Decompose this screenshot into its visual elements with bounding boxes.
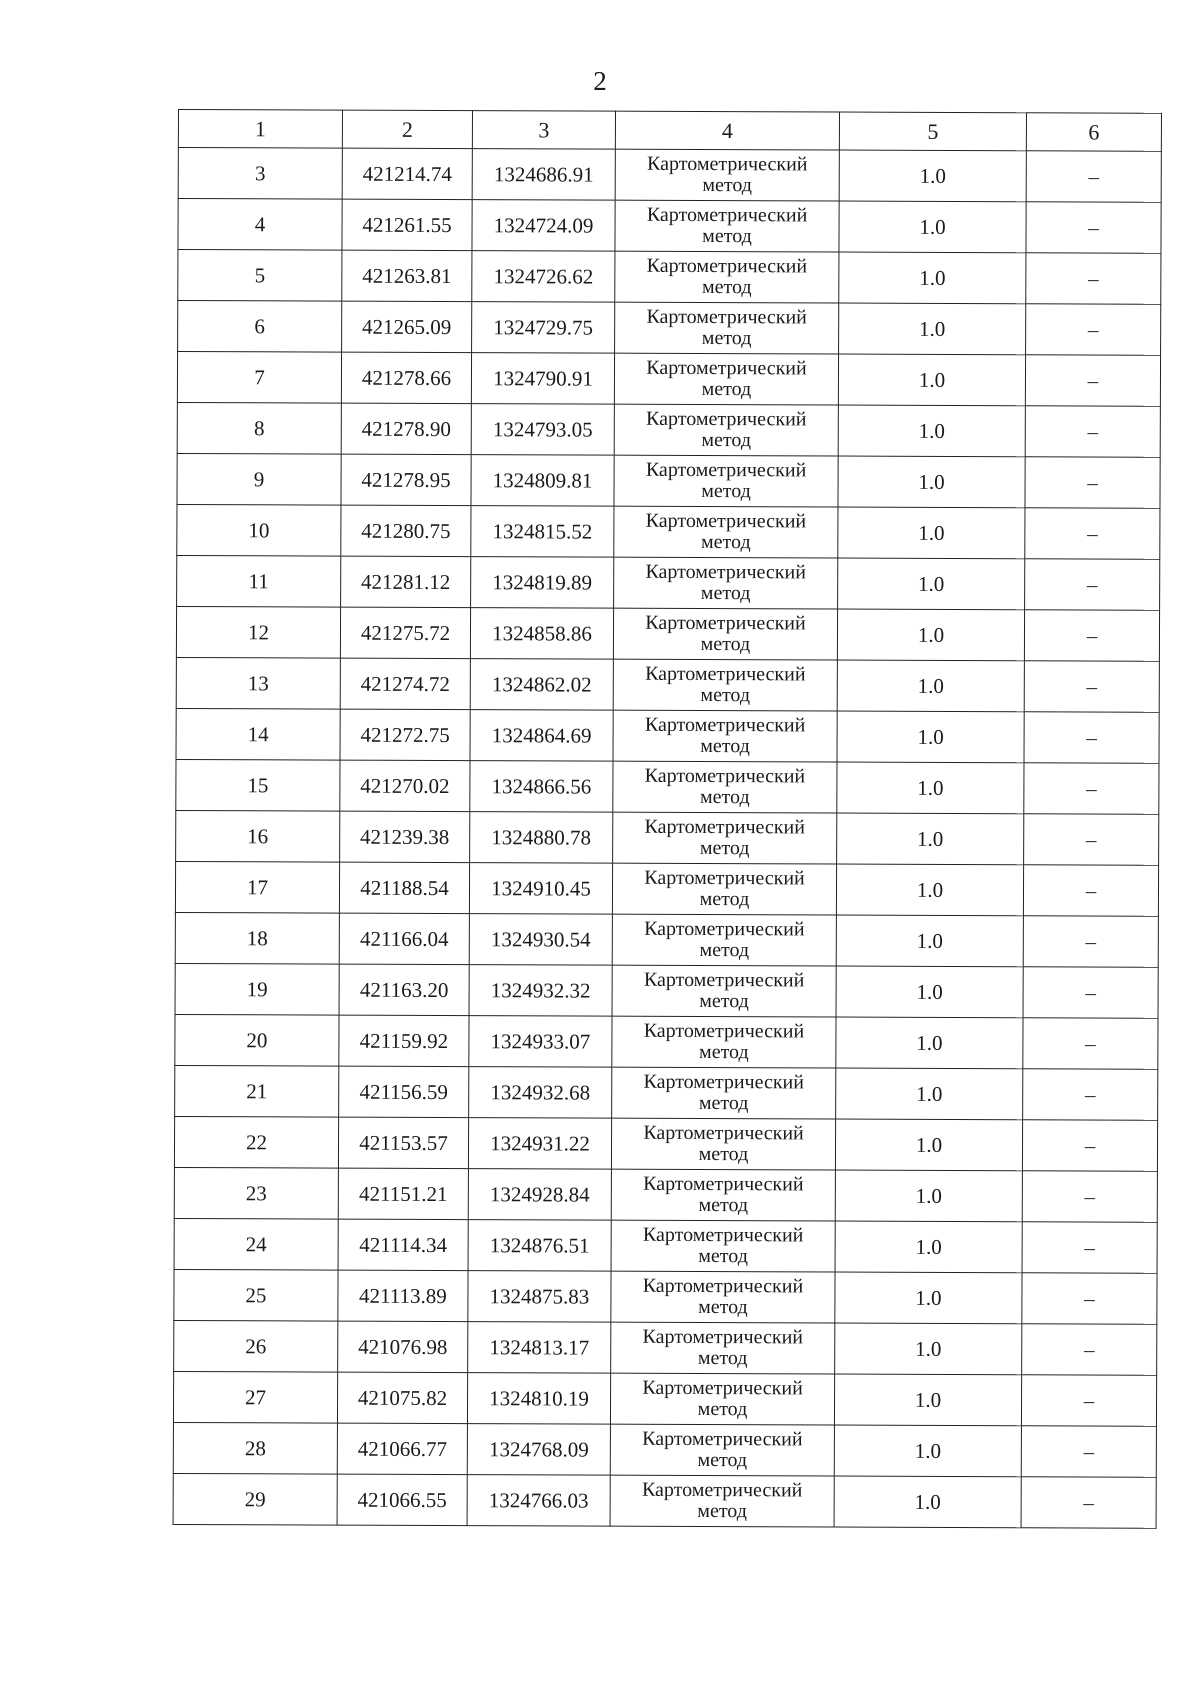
accuracy-cell: 1.0 (836, 966, 1023, 1018)
method-cell (610, 1424, 834, 1476)
method-text-line-1: Картометрический (642, 1274, 804, 1298)
y-coordinate-cell: 1324790.91 (471, 353, 614, 405)
table-row (176, 657, 1159, 712)
accuracy-cell: 1.0 (838, 456, 1025, 508)
method-text-line-2: метод (700, 786, 750, 809)
accuracy-cell: 1.0 (835, 1323, 1022, 1375)
y-coordinate-cell: 1324875.83 (468, 1271, 611, 1323)
accuracy-cell: 1.0 (838, 405, 1025, 457)
method-text-line-2: метод (700, 684, 751, 707)
note-cell: – (1021, 1375, 1156, 1427)
method-cell (612, 965, 836, 1017)
y-coordinate-cell: 1324931.22 (468, 1118, 611, 1170)
y-coordinate-cell: 1324933.07 (469, 1016, 612, 1068)
x-coordinate-cell: 421239.38 (340, 811, 470, 862)
x-coordinate-cell: 421265.09 (342, 301, 472, 352)
method-text-line-2: метод (702, 174, 753, 197)
method-text-line-2: метод (698, 1092, 749, 1115)
y-coordinate-cell: 1324866.56 (470, 761, 613, 813)
method-cell (614, 557, 838, 609)
point-number-cell: 6 (178, 301, 342, 353)
accuracy-cell: 1.0 (835, 1272, 1022, 1324)
accuracy-cell: 1.0 (838, 507, 1025, 559)
x-coordinate-cell: 421076.98 (338, 1321, 468, 1372)
note-cell: – (1026, 151, 1161, 203)
note-cell: – (1022, 1222, 1157, 1274)
method-cell (611, 1118, 835, 1170)
method-text-line-2: метод (699, 837, 750, 860)
y-coordinate-cell: 1324910.45 (469, 863, 612, 915)
column-header-5: 5 (839, 112, 1026, 151)
method-text-line-1: Картометрический (642, 1427, 803, 1451)
table-row (174, 1116, 1157, 1171)
point-number-cell: 12 (176, 606, 340, 658)
method-cell (615, 251, 839, 303)
method-text-line-2: метод (697, 1398, 748, 1421)
method-text-line-1: Картометрический (644, 917, 805, 941)
coordinates-table (173, 109, 1162, 1529)
point-number-cell: 5 (178, 250, 342, 302)
accuracy-cell: 1.0 (837, 660, 1024, 712)
method-text-line-1: Картометрический (645, 509, 807, 533)
method-text-line-2: метод (698, 1245, 748, 1268)
table-row (177, 555, 1160, 610)
method-text-line-2: метод (701, 276, 752, 299)
accuracy-cell: 1.0 (836, 915, 1023, 967)
method-text-line-2: метод (699, 1041, 749, 1064)
method-cell (615, 149, 839, 201)
y-coordinate-cell: 1324876.51 (468, 1220, 611, 1272)
point-number-cell: 3 (178, 148, 342, 200)
table-row (175, 912, 1158, 967)
y-coordinate-cell: 1324724.09 (472, 200, 615, 252)
y-coordinate-cell: 1324928.84 (468, 1169, 611, 1221)
point-number-cell: 23 (174, 1167, 338, 1219)
y-coordinate-cell: 1324815.52 (471, 506, 614, 558)
method-cell (611, 1220, 835, 1272)
accuracy-cell: 1.0 (835, 1170, 1022, 1222)
method-text-line-2: метод (700, 582, 751, 605)
x-coordinate-cell: 421066.55 (337, 1474, 467, 1525)
note-cell: – (1023, 865, 1158, 917)
table-row (175, 861, 1158, 916)
x-coordinate-cell: 421274.72 (340, 658, 470, 709)
method-text-line-2: метод (697, 1449, 748, 1472)
method-cell (611, 1169, 835, 1221)
table-row (177, 504, 1160, 559)
method-text-line-2: метод (699, 990, 749, 1013)
x-coordinate-cell: 421156.59 (339, 1066, 469, 1117)
table-row (178, 301, 1161, 356)
method-text-line-2: метод (700, 735, 750, 758)
accuracy-cell: 1.0 (837, 711, 1024, 763)
y-coordinate-cell: 1324930.54 (469, 914, 612, 966)
point-number-cell: 29 (173, 1473, 337, 1525)
note-cell: – (1024, 814, 1159, 866)
y-coordinate-cell: 1324932.68 (469, 1067, 612, 1119)
method-cell (614, 506, 838, 558)
x-coordinate-cell: 421114.34 (338, 1219, 468, 1270)
x-coordinate-cell: 421113.89 (338, 1270, 468, 1321)
note-cell: – (1023, 916, 1158, 968)
method-text-line-1: Картометрический (644, 866, 805, 890)
method-cell (611, 1322, 835, 1374)
method-cell (612, 863, 836, 915)
method-text-line-1: Картометрический (642, 1223, 804, 1247)
accuracy-cell: 1.0 (838, 354, 1025, 406)
accuracy-cell: 1.0 (839, 303, 1026, 355)
method-text-line-1: Картометрический (642, 1325, 804, 1349)
x-coordinate-cell: 421153.57 (338, 1117, 468, 1168)
y-coordinate-cell: 1324880.78 (470, 812, 613, 864)
y-coordinate-cell: 1324864.69 (470, 710, 613, 762)
accuracy-cell: 1.0 (838, 558, 1025, 610)
table-row (173, 1473, 1156, 1528)
y-coordinate-cell: 1324686.91 (472, 149, 615, 201)
point-number-cell: 27 (173, 1371, 337, 1423)
method-text-line-1: Картометрический (647, 152, 808, 176)
method-cell (612, 1016, 836, 1068)
table-row (174, 1218, 1157, 1273)
column-header-6: 6 (1026, 113, 1161, 152)
accuracy-cell: 1.0 (837, 813, 1024, 865)
method-text-line-1: Картометрический (645, 458, 807, 482)
x-coordinate-cell: 421151.21 (338, 1168, 468, 1219)
method-text-line-2: метод (697, 1500, 747, 1523)
method-text-line-2: метод (699, 939, 750, 962)
point-number-cell: 18 (175, 912, 339, 964)
method-cell (615, 200, 839, 252)
point-number-cell: 8 (177, 402, 341, 454)
method-cell (611, 1271, 835, 1323)
method-cell (613, 812, 837, 864)
x-coordinate-cell: 421214.74 (342, 148, 472, 199)
method-text-line-1: Картометрический (642, 1376, 803, 1400)
note-cell: – (1024, 661, 1159, 713)
method-text-line-1: Картометрический (646, 203, 808, 227)
note-cell: – (1025, 559, 1160, 611)
point-number-cell: 24 (174, 1218, 338, 1270)
method-text-line-1: Картометрический (646, 305, 807, 329)
point-number-cell: 13 (176, 657, 340, 709)
method-cell (612, 914, 836, 966)
note-cell: – (1023, 967, 1158, 1019)
note-cell: – (1024, 712, 1159, 764)
note-cell: – (1021, 1477, 1156, 1529)
table-row (178, 199, 1161, 254)
column-header-1: 1 (178, 110, 342, 149)
table-row (177, 352, 1160, 407)
method-text-line-1: Картометрический (645, 560, 806, 584)
y-coordinate-cell: 1324793.05 (471, 404, 614, 456)
table-row (174, 1269, 1157, 1324)
y-coordinate-cell: 1324809.81 (471, 455, 614, 507)
x-coordinate-cell: 421281.12 (341, 556, 471, 607)
point-number-cell: 20 (175, 1014, 339, 1066)
point-number-cell: 25 (174, 1269, 338, 1321)
accuracy-cell: 1.0 (839, 252, 1026, 304)
point-number-cell: 11 (177, 555, 341, 607)
note-cell: – (1026, 202, 1161, 254)
method-cell (614, 455, 838, 507)
table-row (173, 1422, 1156, 1477)
table-row (178, 250, 1161, 305)
y-coordinate-cell: 1324766.03 (467, 1475, 610, 1527)
accuracy-cell: 1.0 (836, 864, 1023, 916)
point-number-cell: 4 (178, 199, 342, 251)
method-text-line-1: Картометрический (643, 1070, 805, 1094)
x-coordinate-cell: 421261.55 (342, 199, 472, 250)
method-cell (613, 710, 837, 762)
method-text-line-1: Картометрический (646, 356, 807, 380)
method-text-line-2: метод (701, 378, 752, 401)
table-row (176, 810, 1159, 865)
method-cell (613, 761, 837, 813)
method-text-line-1: Картометрический (641, 1478, 803, 1502)
method-text-line-1: Картометрический (645, 662, 806, 686)
method-cell (613, 608, 837, 660)
x-coordinate-cell: 421275.72 (340, 607, 470, 658)
method-cell (615, 302, 839, 354)
note-cell: – (1024, 763, 1159, 815)
accuracy-cell: 1.0 (834, 1425, 1021, 1477)
table-row (178, 148, 1161, 203)
method-text-line-2: метод (698, 1296, 748, 1319)
method-text-line-1: Картометрический (644, 713, 806, 737)
method-text-line-1: Картометрический (646, 254, 808, 278)
column-header-4: 4 (615, 111, 839, 150)
x-coordinate-cell: 421075.82 (337, 1372, 467, 1423)
method-cell (614, 353, 838, 405)
x-coordinate-cell: 421280.75 (341, 505, 471, 556)
method-text-line-2: метод (701, 480, 751, 503)
note-cell: – (1026, 253, 1161, 305)
method-text-line-1: Картометрический (643, 1172, 804, 1196)
x-coordinate-cell: 421263.81 (342, 250, 472, 301)
column-header-2: 2 (342, 110, 472, 148)
y-coordinate-cell: 1324819.89 (471, 557, 614, 609)
method-text-line-2: метод (701, 429, 752, 452)
note-cell: – (1022, 1324, 1157, 1376)
point-number-cell: 28 (173, 1422, 337, 1474)
x-coordinate-cell: 421272.75 (340, 709, 470, 760)
y-coordinate-cell: 1324810.19 (467, 1373, 610, 1425)
note-cell: – (1023, 1018, 1158, 1070)
y-coordinate-cell: 1324768.09 (467, 1424, 610, 1476)
note-cell: – (1021, 1426, 1156, 1478)
table-row (176, 708, 1159, 763)
method-text-line-1: Картометрический (646, 407, 807, 431)
method-cell (612, 1067, 836, 1119)
x-coordinate-cell: 421278.90 (341, 403, 471, 454)
note-cell: – (1022, 1273, 1157, 1325)
accuracy-cell: 1.0 (839, 150, 1026, 202)
x-coordinate-cell: 421159.92 (339, 1015, 469, 1066)
table-body (173, 148, 1161, 1529)
table-row (176, 606, 1159, 661)
method-cell (614, 404, 838, 456)
note-cell: – (1024, 610, 1159, 662)
method-text-line-1: Картометрический (643, 1121, 804, 1145)
accuracy-cell: 1.0 (836, 1068, 1023, 1120)
method-cell (613, 659, 837, 711)
x-coordinate-cell: 421163.20 (339, 964, 469, 1015)
x-coordinate-cell: 421278.66 (341, 352, 471, 403)
accuracy-cell: 1.0 (835, 1119, 1022, 1171)
table-row (177, 453, 1160, 508)
y-coordinate-cell: 1324862.02 (470, 659, 613, 711)
point-number-cell: 21 (175, 1065, 339, 1117)
accuracy-cell: 1.0 (834, 1374, 1021, 1426)
y-coordinate-cell: 1324726.62 (472, 251, 615, 303)
method-cell (610, 1373, 834, 1425)
x-coordinate-cell: 421278.95 (341, 454, 471, 505)
x-coordinate-cell: 421188.54 (339, 862, 469, 913)
point-number-cell: 7 (177, 352, 341, 404)
note-cell: – (1025, 355, 1160, 407)
table-row (174, 1167, 1157, 1222)
point-number-cell: 22 (174, 1116, 338, 1168)
accuracy-cell: 1.0 (836, 1017, 1023, 1069)
method-text-line-2: метод (700, 633, 751, 656)
point-number-cell: 17 (175, 861, 339, 913)
table-row (175, 1065, 1158, 1120)
method-cell (610, 1475, 834, 1527)
x-coordinate-cell: 421066.77 (337, 1423, 467, 1474)
method-text-line-2: метод (697, 1347, 748, 1370)
note-cell: – (1025, 508, 1160, 560)
column-header-3: 3 (472, 111, 615, 150)
method-text-line-2: метод (702, 225, 752, 248)
method-text-line-2: метод (698, 1194, 749, 1217)
method-text-line-2: метод (698, 1143, 749, 1166)
accuracy-cell: 1.0 (835, 1221, 1022, 1273)
accuracy-cell: 1.0 (839, 201, 1026, 253)
point-number-cell: 10 (177, 504, 341, 556)
accuracy-cell: 1.0 (837, 762, 1024, 814)
x-coordinate-cell: 421270.02 (340, 760, 470, 811)
point-number-cell: 14 (176, 708, 340, 760)
page-number: 2 (593, 66, 607, 96)
point-number-cell: 26 (174, 1320, 338, 1372)
method-text-line-1: Картометрический (645, 611, 806, 635)
table-row (174, 1320, 1157, 1375)
note-cell: – (1023, 1069, 1158, 1121)
method-text-line-1: Картометрический (643, 968, 805, 992)
table-row (175, 1014, 1158, 1069)
note-cell: – (1022, 1120, 1157, 1172)
y-coordinate-cell: 1324932.32 (469, 965, 612, 1017)
point-number-cell: 9 (177, 453, 341, 505)
point-number-cell: 19 (175, 963, 339, 1015)
x-coordinate-cell: 421166.04 (339, 913, 469, 964)
table-row (177, 402, 1160, 457)
table-row (176, 759, 1159, 814)
accuracy-cell: 1.0 (834, 1476, 1021, 1528)
method-text-line-1: Картометрический (643, 1019, 805, 1043)
table-row (175, 963, 1158, 1018)
y-coordinate-cell: 1324858.86 (470, 608, 613, 660)
point-number-cell: 15 (176, 759, 340, 811)
method-text-line-1: Картометрический (644, 815, 806, 839)
table-row (173, 1371, 1156, 1426)
header-row (178, 110, 1161, 152)
y-coordinate-cell: 1324729.75 (472, 302, 615, 354)
note-cell: – (1026, 304, 1161, 356)
y-coordinate-cell: 1324813.17 (468, 1322, 611, 1374)
method-text-line-2: метод (700, 531, 751, 554)
accuracy-cell: 1.0 (837, 609, 1024, 661)
note-cell: – (1022, 1171, 1157, 1223)
method-text-line-2: метод (699, 888, 750, 911)
note-cell: – (1025, 457, 1160, 509)
point-number-cell: 16 (176, 810, 340, 862)
method-text-line-2: метод (701, 327, 752, 350)
method-text-line-1: Картометрический (644, 764, 806, 788)
note-cell: – (1025, 406, 1160, 458)
